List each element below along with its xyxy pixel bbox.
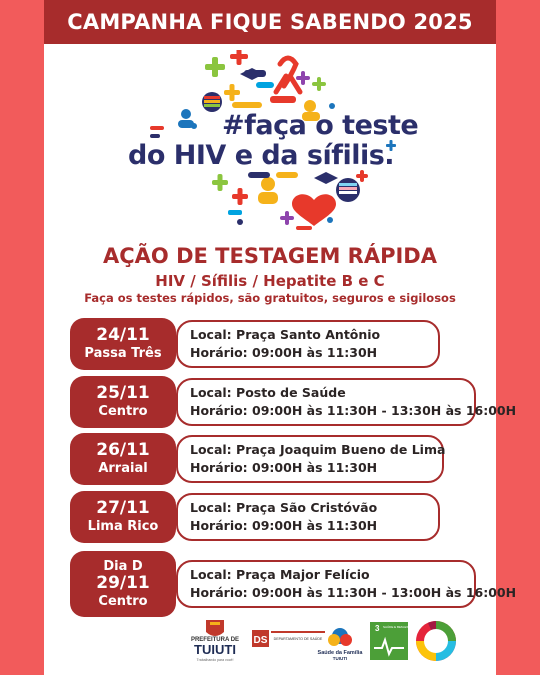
place-text: Arraial (98, 461, 148, 476)
slogan-text: Trabalhando para você! (196, 658, 234, 662)
plus-icon (230, 50, 248, 65)
pride-badge-icon (202, 92, 222, 112)
dia-d-label: Dia D (103, 558, 143, 574)
logo-hashtag-line: #faça o teste (222, 110, 419, 141)
pride-badge-icon (336, 178, 360, 202)
date-badge (70, 433, 176, 485)
prefeitura-text: PREFEITURA DE (190, 637, 240, 643)
event-info (176, 435, 444, 483)
schedule-row (70, 433, 444, 485)
location-text: Local: Praça São Cristóvão (190, 500, 378, 515)
dept-name: DEPARTAMENTO DE SAÚDE (273, 637, 323, 641)
date-badge (70, 491, 176, 543)
sdg-wheel-logo (416, 621, 456, 661)
date-text: 24/11 (96, 325, 150, 345)
date-text: 27/11 (96, 498, 150, 518)
event-info (176, 493, 440, 541)
location-text: Local: Praça Santo Antônio (190, 327, 381, 342)
date-badge (70, 376, 176, 428)
plus-icon (232, 188, 248, 205)
plus-icon (312, 77, 326, 91)
schedule-row (70, 376, 517, 428)
departamento-saude-logo (252, 630, 325, 647)
date-badge (70, 318, 176, 370)
date-badge (70, 551, 176, 617)
schedule-row (70, 551, 517, 617)
plus-icon (296, 71, 310, 85)
date-text: 26/11 (96, 440, 150, 460)
event-info (176, 320, 440, 368)
pill-icon (270, 96, 296, 103)
plus-icon (224, 84, 240, 101)
event-info (176, 560, 517, 608)
logo-subline: do HIV e da sífilis. (128, 140, 395, 171)
ds-abbr: DS (253, 635, 268, 646)
city-text: TUIUTI (194, 642, 236, 657)
place-text: Centro (98, 404, 148, 419)
pill-icon (232, 102, 262, 108)
plus-icon (280, 211, 294, 225)
event-info (176, 378, 517, 426)
prefeitura-logo (191, 620, 239, 662)
place-text: Lima Rico (87, 519, 159, 534)
hours-text: Horário: 09:00H às 11:30H - 13:00H às 16:00H (190, 585, 517, 600)
partner-logos (190, 618, 470, 668)
hours-text: Horário: 09:00H às 11:30H (190, 518, 378, 533)
date-text: 25/11 (96, 383, 150, 403)
place-text: Centro (98, 593, 148, 609)
saude-city-text: TUIUTI (332, 656, 348, 661)
plus-icon (356, 170, 368, 182)
ods3-logo (370, 622, 415, 660)
section-subtitle: HIV / Sífilis / Hepatite B e C (155, 272, 385, 290)
hours-text: Horário: 09:00H às 11:30H (190, 345, 378, 360)
person-icon (258, 177, 278, 204)
awareness-ribbon-icon (276, 58, 300, 92)
cap-icon (240, 68, 264, 80)
section-note: Faça os testes rápidos, são gratuitos, seguros e sigilosos (84, 291, 456, 305)
plus-icon (205, 57, 225, 77)
ods-number: 3 (375, 624, 380, 633)
ods-text: SAÚDE E BEM-ESTAR (383, 625, 415, 629)
schedule-row (70, 491, 440, 543)
location-text: Local: Praça Joaquim Bueno de Lima (190, 442, 446, 457)
campaign-title: CAMPANHA FIQUE SABENDO 2025 (44, 0, 496, 44)
hours-text: Horário: 09:00H às 11:30H (190, 460, 378, 475)
location-text: Local: Posto de Saúde (190, 385, 346, 400)
pill-icon (256, 82, 274, 88)
section-title: AÇÃO DE TESTAGEM RÁPIDA (102, 244, 437, 268)
hours-text: Horário: 09:00H às 11:30H - 13:30H às 16:00H (190, 403, 517, 418)
date-text: 29/11 (96, 572, 150, 593)
cap-icon (314, 172, 338, 184)
saude-familia-text: Saúde da Família (317, 650, 363, 656)
place-text: Passa Três (84, 346, 162, 361)
location-text: Local: Praça Major Felício (190, 567, 370, 582)
plus-icon (212, 174, 228, 191)
schedule-row (70, 318, 440, 370)
